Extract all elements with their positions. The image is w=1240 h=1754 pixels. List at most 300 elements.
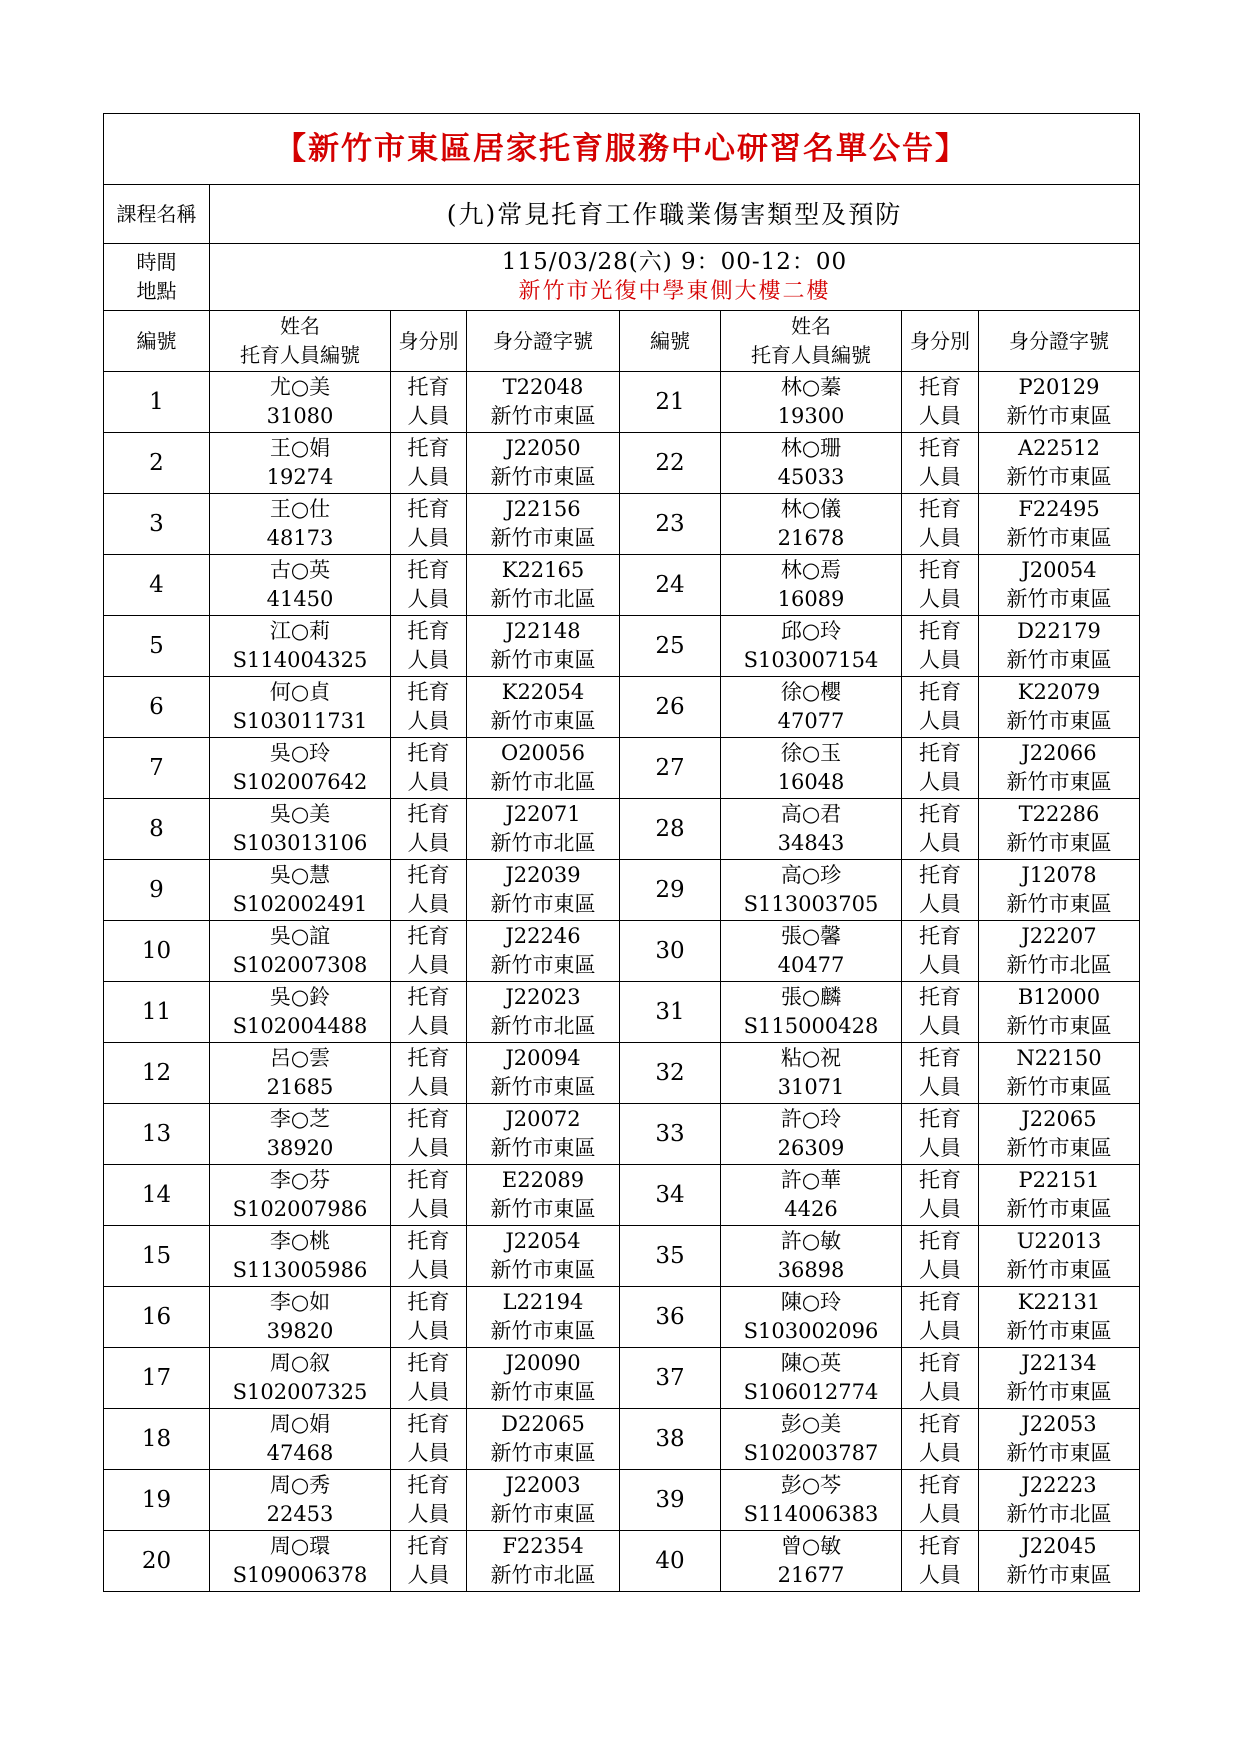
entry-no: 22 [620, 433, 721, 494]
header-name-right [721, 311, 902, 372]
entry-identity-line1: 托育 [407, 985, 450, 1009]
entry-identity [391, 1043, 467, 1104]
entry-identity-line1: 托育 [407, 1534, 450, 1558]
entry-identity-line1: 托育 [407, 802, 450, 826]
entry-name: 彭○美 [780, 1412, 842, 1436]
entry-caregiver-code: 40477 [777, 953, 845, 977]
entry-identity-line1: 托育 [919, 558, 961, 582]
entry-identity-line2: 人員 [407, 404, 450, 428]
entry-area: 新竹市東區 [1006, 1014, 1112, 1038]
entry-no: 1 [104, 372, 210, 433]
entry-caregiver-code: S102007308 [232, 953, 368, 977]
entry-name: 高○珍 [780, 863, 842, 887]
entry-identity [391, 1409, 467, 1470]
table-row [104, 1409, 1140, 1470]
entry-no: 4 [104, 555, 210, 616]
entry-caregiver-code: 39820 [266, 1319, 334, 1343]
entry-caregiver-code: S115000428 [743, 1014, 879, 1038]
entry-name-cell [721, 1104, 902, 1165]
entry-identity [391, 616, 467, 677]
entry-caregiver-code: S114004325 [232, 648, 368, 672]
entry-identity-line2: 人員 [919, 587, 961, 611]
entry-id-cell [467, 1165, 620, 1226]
entry-identity [902, 738, 979, 799]
entry-id-cell [979, 494, 1140, 555]
entry-area: 新竹市東區 [1006, 1197, 1112, 1221]
entry-no: 24 [620, 555, 721, 616]
header-name-line2: 托育人員編號 [240, 343, 360, 367]
table-row [104, 677, 1140, 738]
entry-id-no: N22150 [1016, 1046, 1102, 1070]
entry-identity-line2: 人員 [407, 1502, 450, 1526]
entry-identity-line1: 托育 [407, 436, 450, 460]
entry-id-cell [979, 1287, 1140, 1348]
entry-id-cell [467, 1348, 620, 1409]
entry-identity-line1: 托育 [919, 1107, 961, 1131]
header-identity: 身分別 [391, 311, 467, 372]
entry-id-cell [467, 677, 620, 738]
entry-id-cell [979, 433, 1140, 494]
entry-id-no: J22039 [505, 863, 581, 887]
entry-identity [391, 1226, 467, 1287]
entry-identity [902, 1165, 979, 1226]
table-row [104, 1104, 1140, 1165]
entry-id-cell [467, 555, 620, 616]
entry-caregiver-code: 47468 [266, 1441, 334, 1465]
entry-no: 30 [620, 921, 721, 982]
entry-identity-line2: 人員 [919, 1380, 961, 1404]
entry-no: 35 [620, 1226, 721, 1287]
entry-id-no: J22134 [1021, 1351, 1097, 1375]
entry-identity [902, 1043, 979, 1104]
entry-name-cell [721, 1348, 902, 1409]
entry-name: 陳○玲 [780, 1290, 842, 1314]
entry-identity [902, 555, 979, 616]
entry-identity-line2: 人員 [919, 1014, 961, 1038]
entry-identity-line1: 托育 [919, 619, 961, 643]
entry-id-no: J22065 [1021, 1107, 1097, 1131]
entry-identity-line2: 人員 [919, 892, 961, 916]
entry-no: 2 [104, 433, 210, 494]
entry-area: 新竹市東區 [490, 1319, 596, 1343]
entry-id-no: T22286 [1018, 802, 1100, 826]
entry-caregiver-code: 34843 [777, 831, 845, 855]
entry-no: 20 [104, 1531, 210, 1592]
table-row [104, 1287, 1140, 1348]
entry-no: 38 [620, 1409, 721, 1470]
entry-name: 徐○櫻 [780, 680, 842, 704]
entry-id-no: J22045 [1021, 1534, 1097, 1558]
entry-id-no: P20129 [1018, 375, 1100, 399]
time-venue-cell [210, 244, 1140, 311]
header-id-no-right: 身分證字號 [979, 311, 1140, 372]
entry-identity-line1: 托育 [407, 619, 450, 643]
entry-area: 新竹市東區 [490, 648, 596, 672]
header-id-no: 身分證字號 [467, 311, 620, 372]
entry-area: 新竹市東區 [1006, 709, 1112, 733]
entry-identity-line2: 人員 [919, 1075, 961, 1099]
entry-identity [902, 860, 979, 921]
entry-area: 新竹市北區 [490, 1014, 596, 1038]
entry-id-no: J22223 [1021, 1473, 1097, 1497]
session-venue: 新竹市光復中學東側大樓二樓 [518, 279, 831, 304]
entry-identity [391, 677, 467, 738]
entry-id-no: J22071 [505, 802, 581, 826]
entry-identity-line1: 托育 [407, 680, 450, 704]
entry-id-no: J12078 [1021, 863, 1097, 887]
entry-identity-line1: 托育 [407, 1046, 450, 1070]
entry-caregiver-code: S102004488 [232, 1014, 368, 1038]
entry-area: 新竹市東區 [490, 892, 596, 916]
entry-name-cell [721, 1531, 902, 1592]
header-name-line1: 姓名 [280, 314, 320, 338]
entry-identity-line2: 人員 [407, 1136, 450, 1160]
entry-name: 周○環 [269, 1534, 331, 1558]
entry-no: 12 [104, 1043, 210, 1104]
entry-id-cell [979, 555, 1140, 616]
entry-caregiver-code: 4426 [784, 1197, 838, 1221]
entry-name-cell [210, 1165, 391, 1226]
entry-caregiver-code: 19300 [777, 404, 845, 428]
entry-name-cell [210, 1287, 391, 1348]
entry-identity-line2: 人員 [407, 1014, 450, 1038]
entry-name-cell [210, 1531, 391, 1592]
entry-name-cell [721, 1409, 902, 1470]
entry-name-cell [210, 372, 391, 433]
table-row [104, 616, 1140, 677]
entry-area: 新竹市東區 [1006, 770, 1112, 794]
entry-id-cell [979, 860, 1140, 921]
entry-area: 新竹市東區 [490, 1136, 596, 1160]
entry-caregiver-code: 45033 [777, 465, 845, 489]
entry-identity-line1: 托育 [919, 802, 961, 826]
entry-name: 吳○鈴 [269, 985, 331, 1009]
entry-name-cell [721, 1287, 902, 1348]
entry-id-cell [979, 921, 1140, 982]
entry-identity [391, 1348, 467, 1409]
entry-name-cell [210, 799, 391, 860]
entry-identity-line2: 人員 [407, 648, 450, 672]
entry-id-no: E22089 [501, 1168, 585, 1192]
entry-name-cell [721, 677, 902, 738]
entry-area: 新竹市東區 [1006, 1075, 1112, 1099]
entry-identity [391, 1165, 467, 1226]
entry-no: 13 [104, 1104, 210, 1165]
entry-name-cell [721, 1226, 902, 1287]
entry-id-no: J20072 [505, 1107, 581, 1131]
entry-identity-line1: 托育 [407, 375, 450, 399]
entry-no: 11 [104, 982, 210, 1043]
entry-area: 新竹市東區 [1006, 648, 1112, 672]
entry-id-cell [979, 1531, 1140, 1592]
entry-area: 新竹市東區 [1006, 1441, 1112, 1465]
entry-identity-line2: 人員 [919, 465, 961, 489]
entry-name: 江○莉 [269, 619, 331, 643]
entry-area: 新竹市北區 [1006, 953, 1112, 977]
entry-name-cell [721, 433, 902, 494]
entry-identity [902, 372, 979, 433]
entry-id-no: A22512 [1018, 436, 1100, 460]
entry-identity [391, 494, 467, 555]
entry-name-cell [210, 860, 391, 921]
entry-identity-line2: 人員 [407, 709, 450, 733]
entry-no: 6 [104, 677, 210, 738]
entry-identity-line2: 人員 [919, 526, 961, 550]
entry-identity-line2: 人員 [407, 526, 450, 550]
entry-identity-line1: 托育 [407, 924, 450, 948]
header-identity-right: 身分別 [902, 311, 979, 372]
entry-no: 7 [104, 738, 210, 799]
entry-name-cell [721, 616, 902, 677]
table-row [104, 738, 1140, 799]
page-title: 【新竹市東區居家托育服務中心研習名單公告】 [104, 114, 1140, 185]
entry-id-cell [467, 738, 620, 799]
entry-identity-line1: 托育 [407, 1473, 450, 1497]
entry-name: 何○貞 [269, 680, 331, 704]
entry-id-no: D22065 [501, 1412, 585, 1436]
entry-identity-line1: 托育 [407, 1229, 450, 1253]
roster-table [103, 113, 1140, 1592]
entry-identity-line2: 人員 [407, 892, 450, 916]
entry-area: 新竹市東區 [1006, 1563, 1112, 1587]
entry-area: 新竹市東區 [1006, 1380, 1112, 1404]
entry-identity-line2: 人員 [919, 770, 961, 794]
entry-area: 新竹市北區 [490, 1563, 596, 1587]
entry-id-cell [467, 372, 620, 433]
entry-identity-line2: 人員 [919, 1563, 961, 1587]
entry-name: 高○君 [780, 802, 842, 826]
entry-name-cell [721, 1470, 902, 1531]
entry-identity [902, 677, 979, 738]
entry-area: 新竹市東區 [490, 526, 596, 550]
entry-no: 19 [104, 1470, 210, 1531]
entry-id-no: K22165 [501, 558, 585, 582]
entry-caregiver-code: 16089 [777, 587, 845, 611]
entry-identity-line1: 托育 [407, 1412, 450, 1436]
entry-id-no: J22023 [505, 985, 581, 1009]
entry-caregiver-code: 31071 [777, 1075, 845, 1099]
table-header-row [104, 311, 1140, 372]
entry-identity [391, 1470, 467, 1531]
entry-id-cell [467, 982, 620, 1043]
time-venue-label [104, 244, 210, 311]
entry-area: 新竹市東區 [490, 709, 596, 733]
entry-id-no: K22079 [1017, 680, 1101, 704]
entry-identity-line1: 托育 [407, 1290, 450, 1314]
entry-identity-line2: 人員 [919, 1258, 961, 1282]
entry-name-cell [210, 616, 391, 677]
entry-identity-line2: 人員 [919, 1502, 961, 1526]
entry-caregiver-code: 41450 [266, 587, 334, 611]
entry-name: 李○芬 [269, 1168, 331, 1192]
entry-id-no: U22013 [1016, 1229, 1102, 1253]
entry-name-cell [721, 738, 902, 799]
entry-area: 新竹市東區 [1006, 1319, 1112, 1343]
table-row [104, 982, 1140, 1043]
entry-name-cell [721, 799, 902, 860]
entry-id-no: P22151 [1018, 1168, 1100, 1192]
entry-name-cell [721, 1043, 902, 1104]
entry-id-cell [467, 1104, 620, 1165]
table-row [104, 372, 1140, 433]
entry-id-cell [979, 616, 1140, 677]
entry-identity-line2: 人員 [919, 1319, 961, 1343]
entry-id-cell [467, 1287, 620, 1348]
entry-name-cell [721, 982, 902, 1043]
entry-area: 新竹市東區 [490, 1441, 596, 1465]
table-row [104, 433, 1140, 494]
entry-no: 9 [104, 860, 210, 921]
entry-area: 新竹市東區 [1006, 465, 1112, 489]
entry-identity-line1: 托育 [919, 436, 961, 460]
entry-caregiver-code: 36898 [777, 1258, 845, 1282]
entry-name: 尤○美 [269, 375, 331, 399]
entry-identity [902, 799, 979, 860]
entry-identity-line2: 人員 [407, 587, 450, 611]
entry-caregiver-code: 19274 [266, 465, 334, 489]
entry-name: 林○蓁 [780, 375, 842, 399]
entry-identity [902, 1409, 979, 1470]
entry-identity-line2: 人員 [407, 1075, 450, 1099]
entry-name: 周○秀 [269, 1473, 331, 1497]
entry-identity-line2: 人員 [407, 831, 450, 855]
entry-identity-line2: 人員 [407, 1441, 450, 1465]
entry-name-cell [721, 860, 902, 921]
entry-identity-line1: 托育 [919, 1290, 961, 1314]
entry-caregiver-code: S102007642 [232, 770, 368, 794]
table-row [104, 1043, 1140, 1104]
entry-id-cell [979, 738, 1140, 799]
entry-no: 33 [620, 1104, 721, 1165]
venue-label: 地點 [136, 279, 177, 303]
entry-id-no: J20054 [1021, 558, 1097, 582]
entry-name: 陳○英 [780, 1351, 842, 1375]
entry-name-cell [721, 372, 902, 433]
entry-identity-line1: 托育 [919, 375, 961, 399]
entry-identity-line2: 人員 [919, 709, 961, 733]
entry-no: 21 [620, 372, 721, 433]
entry-caregiver-code: 38920 [266, 1136, 334, 1160]
entry-id-cell [467, 860, 620, 921]
entry-area: 新竹市北區 [1006, 1502, 1112, 1526]
entry-no: 29 [620, 860, 721, 921]
entry-name-cell [721, 494, 902, 555]
entry-identity [391, 860, 467, 921]
entry-identity [391, 1531, 467, 1592]
entry-identity-line2: 人員 [407, 1563, 450, 1587]
entry-identity-line2: 人員 [919, 1136, 961, 1160]
entry-identity [902, 921, 979, 982]
entry-no: 15 [104, 1226, 210, 1287]
entry-caregiver-code: 21678 [777, 526, 845, 550]
table-row [104, 1226, 1140, 1287]
entry-id-no: J20094 [505, 1046, 581, 1070]
entry-area: 新竹市東區 [490, 953, 596, 977]
entry-name-cell [721, 921, 902, 982]
entry-area: 新竹市北區 [490, 831, 596, 855]
entry-identity-line1: 托育 [919, 1412, 961, 1436]
entry-no: 32 [620, 1043, 721, 1104]
entry-id-cell [467, 1226, 620, 1287]
entry-name: 曾○敏 [780, 1534, 842, 1558]
entry-name-cell [210, 921, 391, 982]
entry-name: 吳○誼 [269, 924, 331, 948]
table-row [104, 494, 1140, 555]
entry-id-no: J22003 [505, 1473, 581, 1497]
entry-identity-line2: 人員 [919, 648, 961, 672]
entry-caregiver-code: S103007154 [743, 648, 879, 672]
entry-identity-line1: 托育 [407, 1351, 450, 1375]
entry-identity-line1: 托育 [919, 1046, 961, 1070]
entry-name-cell [210, 1470, 391, 1531]
entry-identity [902, 1531, 979, 1592]
entry-id-cell [979, 1165, 1140, 1226]
entry-id-no: K22054 [501, 680, 585, 704]
entry-id-no: D22179 [1017, 619, 1101, 643]
entry-no: 17 [104, 1348, 210, 1409]
entry-id-cell [467, 1531, 620, 1592]
time-label: 時間 [136, 250, 177, 274]
entry-caregiver-code: S103011731 [232, 709, 368, 733]
entry-area: 新竹市東區 [1006, 892, 1112, 916]
entry-name: 李○桃 [269, 1229, 331, 1253]
entry-identity-line2: 人員 [919, 1197, 961, 1221]
entry-name: 王○仕 [269, 497, 331, 521]
entry-id-no: J22156 [505, 497, 581, 521]
entry-name-cell [721, 555, 902, 616]
entry-no: 25 [620, 616, 721, 677]
entry-no: 8 [104, 799, 210, 860]
entry-name: 吳○美 [269, 802, 331, 826]
entry-name: 吳○玲 [269, 741, 331, 765]
entry-caregiver-code: S103013106 [232, 831, 368, 855]
entry-no: 10 [104, 921, 210, 982]
entry-identity-line1: 托育 [919, 1351, 961, 1375]
entry-identity [391, 433, 467, 494]
table-row [104, 1165, 1140, 1226]
entry-identity-line2: 人員 [919, 1441, 961, 1465]
entry-name-cell [210, 433, 391, 494]
table-row [104, 799, 1140, 860]
course-label: 課程名稱 [104, 185, 210, 244]
table-row [104, 921, 1140, 982]
entry-caregiver-code: S102007325 [232, 1380, 368, 1404]
entry-id-no: J22246 [505, 924, 581, 948]
entry-identity-line2: 人員 [407, 465, 450, 489]
entry-identity-line2: 人員 [919, 831, 961, 855]
entry-identity [902, 982, 979, 1043]
entry-no: 28 [620, 799, 721, 860]
entry-identity-line1: 托育 [919, 741, 961, 765]
entry-name-cell [210, 494, 391, 555]
entry-no: 27 [620, 738, 721, 799]
entry-no: 39 [620, 1470, 721, 1531]
entry-name: 吳○慧 [269, 863, 331, 887]
entry-identity-line1: 托育 [919, 1229, 961, 1253]
entry-identity [391, 1287, 467, 1348]
entry-id-no: J22050 [505, 436, 581, 460]
header-name [210, 311, 391, 372]
entry-name: 李○如 [269, 1290, 331, 1314]
entry-identity-line2: 人員 [919, 953, 961, 977]
table-row [104, 555, 1140, 616]
entry-id-no: L22194 [502, 1290, 584, 1314]
entry-area: 新竹市東區 [1006, 831, 1112, 855]
entry-identity [391, 372, 467, 433]
entry-id-cell [979, 1470, 1140, 1531]
entry-caregiver-code: 21685 [266, 1075, 334, 1099]
entry-identity-line1: 托育 [919, 985, 961, 1009]
